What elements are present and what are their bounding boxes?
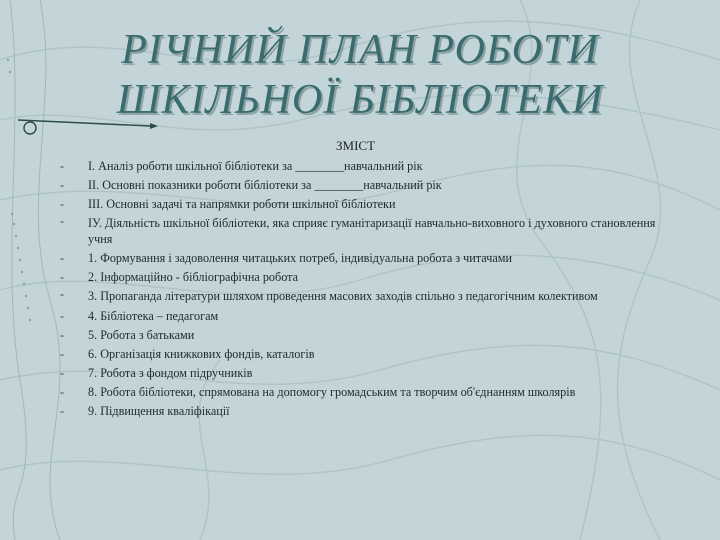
- list-item: - 7. Робота з фондом підручників: [60, 364, 670, 383]
- list-item: - 5. Робота з батьками: [60, 326, 670, 345]
- list-item: - 4. Бібліотека – педагогам: [60, 307, 670, 326]
- list-item: - 3. Пропаганда літератури шляхом проведення масових заходів спільно з педагогічним колективом: [60, 287, 598, 303]
- contents-heading: ЗМІСТ: [336, 138, 376, 153]
- bullet: -: [60, 384, 65, 399]
- bullet: -: [60, 403, 65, 418]
- bullet: -: [60, 308, 65, 323]
- bullet: -: [60, 178, 65, 192]
- title-line-2: ШКІЛЬНОЇ БІБЛІОТЕКИ: [116, 77, 604, 123]
- contents-list: [60, 157, 670, 421]
- bullet: -: [60, 327, 65, 342]
- compass-arrow-icon: [18, 118, 158, 138]
- bullet: -: [60, 214, 65, 228]
- list-item: - ІІ. Основні показники роботи бібліотеки за ________навчальний рік: [60, 176, 670, 195]
- bullet: -: [60, 287, 65, 301]
- list-item: - 2. Інформаційно - бібліографічна робота: [60, 268, 670, 287]
- bullet: -: [60, 346, 65, 361]
- bullet: -: [60, 251, 65, 265]
- bullet: -: [60, 365, 65, 380]
- list-item: - 6. Організація книжкових фондів, каталогів: [60, 345, 670, 364]
- list-item: - ІУ. Діяльність шкільної бібліотеки, яка сприяє гуманітаризації навчально-виховного і духовного становлення учня: [60, 214, 656, 246]
- list-item: - 9. Підвищення кваліфікації: [60, 402, 670, 421]
- list-item: - ІІІ. Основні задачі та напрямки роботи шкільної бібліотеки: [60, 195, 670, 214]
- list-item: - 8. Робота бібліотеки, спрямована на допомогу громадським та творчим об'єднанням школярів: [60, 383, 670, 402]
- list-item: - 1. Формування і задоволення читацьких потреб, індивідуальна робота з читачами: [60, 249, 670, 268]
- title-line-1: РІЧНИЙ ПЛАН РОБОТИ: [121, 27, 599, 73]
- list-item: - І. Аналіз роботи шкільної бібліотеки за ________навчальний рік: [60, 157, 670, 176]
- bullet: -: [60, 270, 65, 284]
- bullet: -: [60, 197, 65, 211]
- bullet: -: [60, 159, 65, 173]
